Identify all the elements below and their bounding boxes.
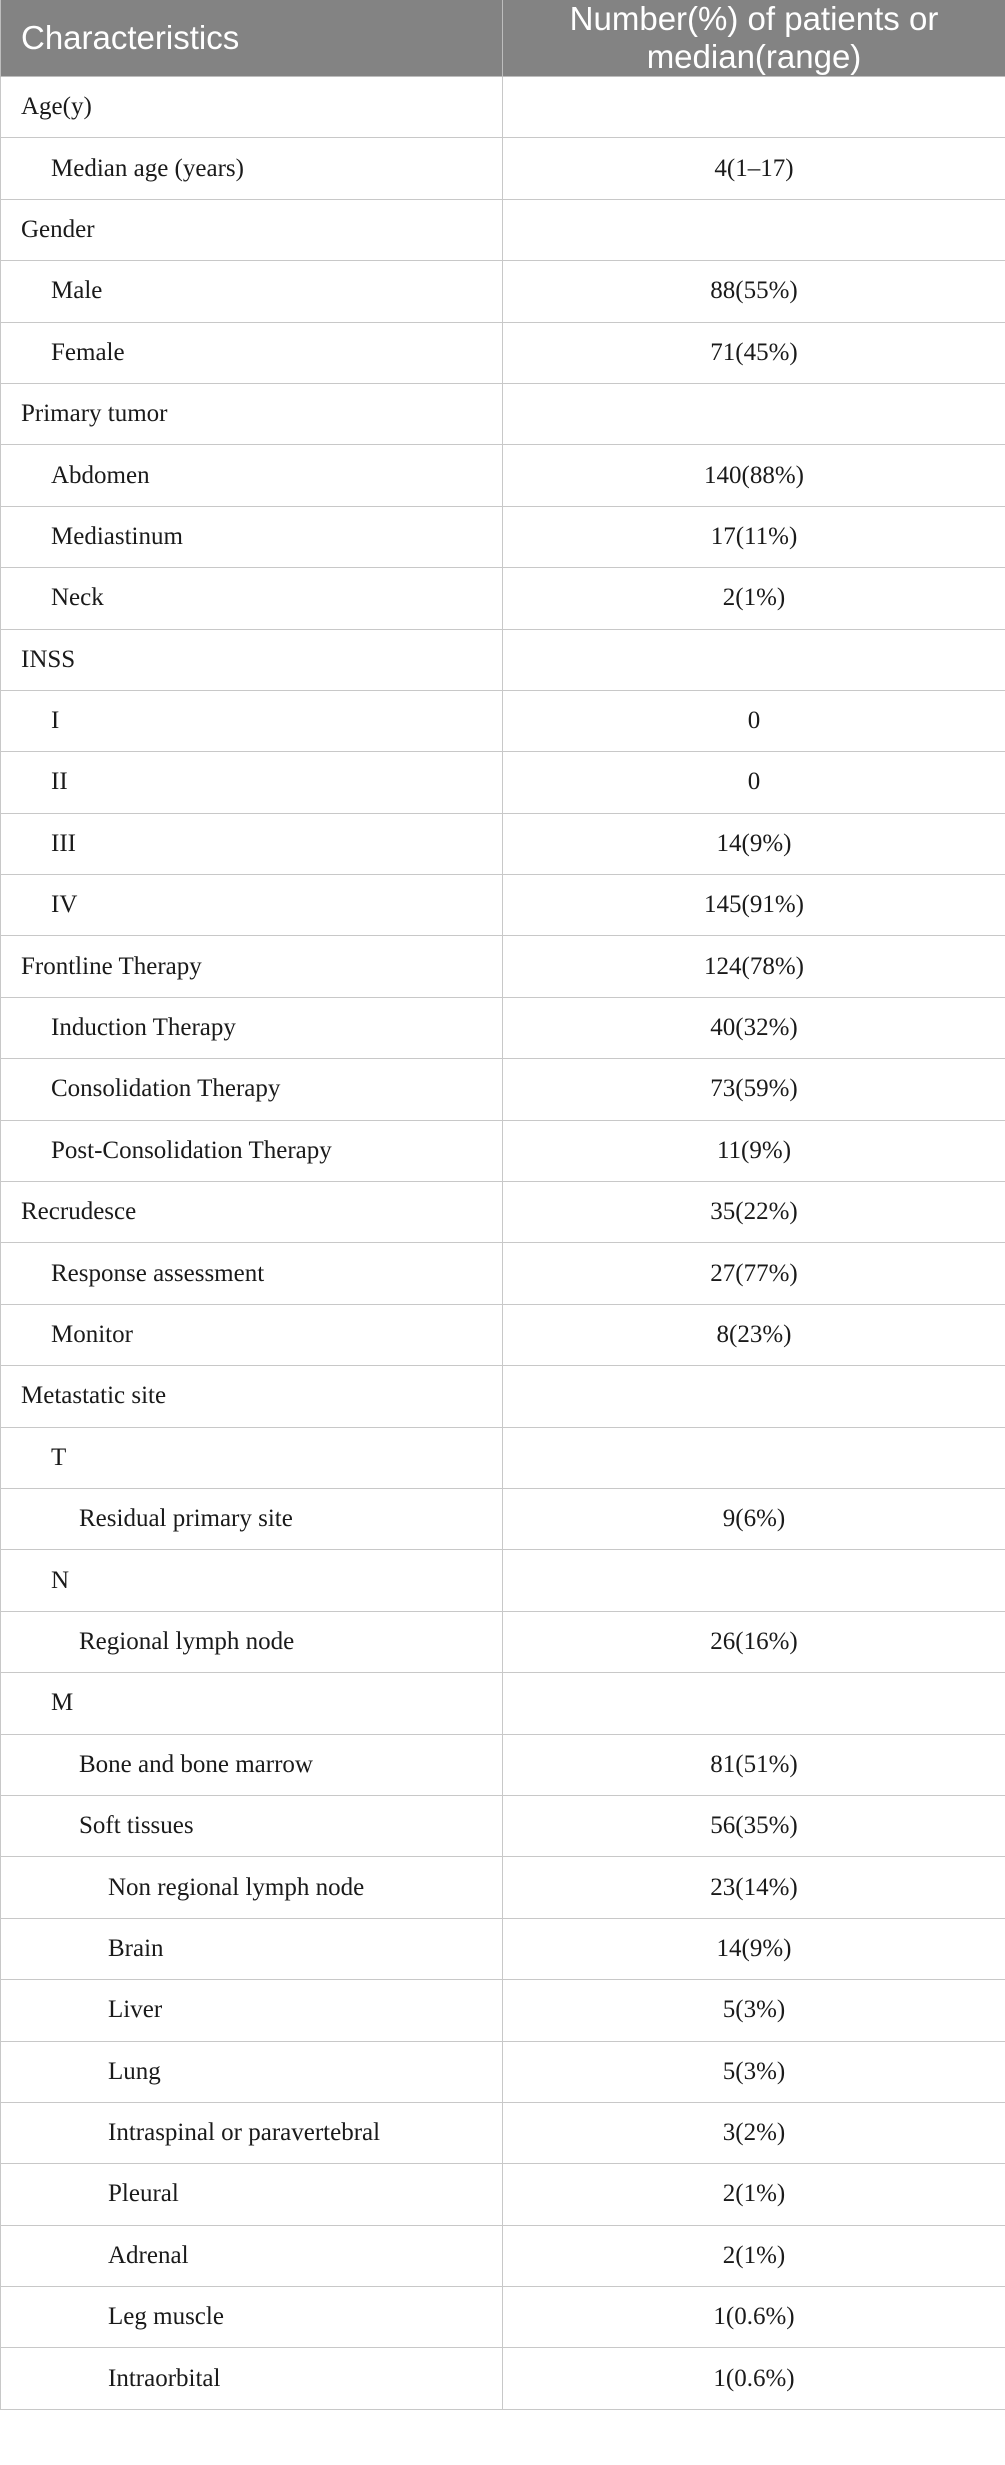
row-label: Lung xyxy=(1,2041,503,2102)
row-value: 14(9%) xyxy=(503,1918,1005,1979)
table-header xyxy=(1,0,1005,77)
row-label: Pleural xyxy=(1,2164,503,2225)
row-label: Mediastinum xyxy=(1,506,503,567)
row-value: 5(3%) xyxy=(503,2041,1005,2102)
row-label: Residual primary site xyxy=(1,1488,503,1549)
row-label: Age(y) xyxy=(1,77,503,138)
table-row xyxy=(1,629,1005,690)
row-label: Intraorbital xyxy=(1,2348,503,2409)
row-label: Gender xyxy=(1,199,503,260)
row-value: 27(77%) xyxy=(503,1243,1005,1304)
row-label: Response assessment xyxy=(1,1243,503,1304)
table-row xyxy=(1,875,1005,936)
table-row xyxy=(1,1304,1005,1365)
table-row xyxy=(1,1427,1005,1488)
row-value: 9(6%) xyxy=(503,1488,1005,1549)
table-row xyxy=(1,2287,1005,2348)
row-value xyxy=(503,199,1005,260)
row-value: 40(32%) xyxy=(503,997,1005,1058)
row-label: Median age (years) xyxy=(1,138,503,199)
table-row xyxy=(1,752,1005,813)
table-row xyxy=(1,1182,1005,1243)
table-row xyxy=(1,2164,1005,2225)
table-row xyxy=(1,1059,1005,1120)
row-value xyxy=(503,1427,1005,1488)
row-label: Female xyxy=(1,322,503,383)
row-value: 5(3%) xyxy=(503,1980,1005,2041)
row-value xyxy=(503,1366,1005,1427)
table-row xyxy=(1,261,1005,322)
row-value xyxy=(503,77,1005,138)
row-label: T xyxy=(1,1427,503,1488)
row-value: 73(59%) xyxy=(503,1059,1005,1120)
table-row xyxy=(1,1243,1005,1304)
header-row xyxy=(1,0,1005,77)
row-value: 2(1%) xyxy=(503,568,1005,629)
row-label: Male xyxy=(1,261,503,322)
table-row xyxy=(1,1366,1005,1427)
row-value xyxy=(503,383,1005,444)
table-row xyxy=(1,1857,1005,1918)
row-value: 145(91%) xyxy=(503,875,1005,936)
table-row xyxy=(1,2225,1005,2286)
header-number: Number(%) of patients or median(range) xyxy=(503,0,1005,77)
row-label: Metastatic site xyxy=(1,1366,503,1427)
row-label: Primary tumor xyxy=(1,383,503,444)
row-value: 2(1%) xyxy=(503,2225,1005,2286)
row-value xyxy=(503,1673,1005,1734)
table-row xyxy=(1,813,1005,874)
row-label: Bone and bone marrow xyxy=(1,1734,503,1795)
row-label: Consolidation Therapy xyxy=(1,1059,503,1120)
row-value: 81(51%) xyxy=(503,1734,1005,1795)
table-row xyxy=(1,322,1005,383)
row-label: Brain xyxy=(1,1918,503,1979)
row-label: Abdomen xyxy=(1,445,503,506)
table-row xyxy=(1,506,1005,567)
row-label: IV xyxy=(1,875,503,936)
row-value: 26(16%) xyxy=(503,1611,1005,1672)
table-row xyxy=(1,1550,1005,1611)
row-label: Frontline Therapy xyxy=(1,936,503,997)
row-label: Monitor xyxy=(1,1304,503,1365)
row-label: Induction Therapy xyxy=(1,997,503,1058)
row-label: Leg muscle xyxy=(1,2287,503,2348)
row-value: 0 xyxy=(503,752,1005,813)
row-value: 3(2%) xyxy=(503,2102,1005,2163)
table-row xyxy=(1,1734,1005,1795)
row-label: N xyxy=(1,1550,503,1611)
row-value: 71(45%) xyxy=(503,322,1005,383)
header-characteristics: Characteristics xyxy=(1,0,503,77)
table-row xyxy=(1,138,1005,199)
table-row xyxy=(1,1611,1005,1672)
row-value: 124(78%) xyxy=(503,936,1005,997)
table-row xyxy=(1,1488,1005,1549)
row-label: Recrudesce xyxy=(1,1182,503,1243)
table-row xyxy=(1,1795,1005,1856)
table-row xyxy=(1,199,1005,260)
table-row xyxy=(1,1673,1005,1734)
table-row xyxy=(1,568,1005,629)
row-value: 11(9%) xyxy=(503,1120,1005,1181)
table-row xyxy=(1,383,1005,444)
row-value: 17(11%) xyxy=(503,506,1005,567)
row-value: 140(88%) xyxy=(503,445,1005,506)
table-row xyxy=(1,1980,1005,2041)
table-row xyxy=(1,2041,1005,2102)
row-value xyxy=(503,629,1005,690)
row-label: II xyxy=(1,752,503,813)
row-value xyxy=(503,1550,1005,1611)
table-row xyxy=(1,1918,1005,1979)
row-label: M xyxy=(1,1673,503,1734)
row-label: Soft tissues xyxy=(1,1795,503,1856)
row-value: 1(0.6%) xyxy=(503,2287,1005,2348)
row-value: 2(1%) xyxy=(503,2164,1005,2225)
table-row xyxy=(1,445,1005,506)
row-value: 14(9%) xyxy=(503,813,1005,874)
row-label: Post-Consolidation Therapy xyxy=(1,1120,503,1181)
table-row xyxy=(1,690,1005,751)
row-value: 8(23%) xyxy=(503,1304,1005,1365)
row-value: 23(14%) xyxy=(503,1857,1005,1918)
table-body xyxy=(1,77,1005,2410)
row-label: Intraspinal or paravertebral xyxy=(1,2102,503,2163)
row-label: Neck xyxy=(1,568,503,629)
table-row xyxy=(1,936,1005,997)
row-label: III xyxy=(1,813,503,874)
row-value: 88(55%) xyxy=(503,261,1005,322)
row-label: INSS xyxy=(1,629,503,690)
row-label: Liver xyxy=(1,1980,503,2041)
row-value: 1(0.6%) xyxy=(503,2348,1005,2409)
row-label: Non regional lymph node xyxy=(1,1857,503,1918)
row-value: 56(35%) xyxy=(503,1795,1005,1856)
table-row xyxy=(1,2102,1005,2163)
table-row xyxy=(1,2348,1005,2409)
row-value: 4(1–17) xyxy=(503,138,1005,199)
row-value: 35(22%) xyxy=(503,1182,1005,1243)
row-label: I xyxy=(1,690,503,751)
table-row xyxy=(1,1120,1005,1181)
row-label: Adrenal xyxy=(1,2225,503,2286)
row-value: 0 xyxy=(503,690,1005,751)
table-row xyxy=(1,997,1005,1058)
table-row xyxy=(1,77,1005,138)
row-label: Regional lymph node xyxy=(1,1611,503,1672)
